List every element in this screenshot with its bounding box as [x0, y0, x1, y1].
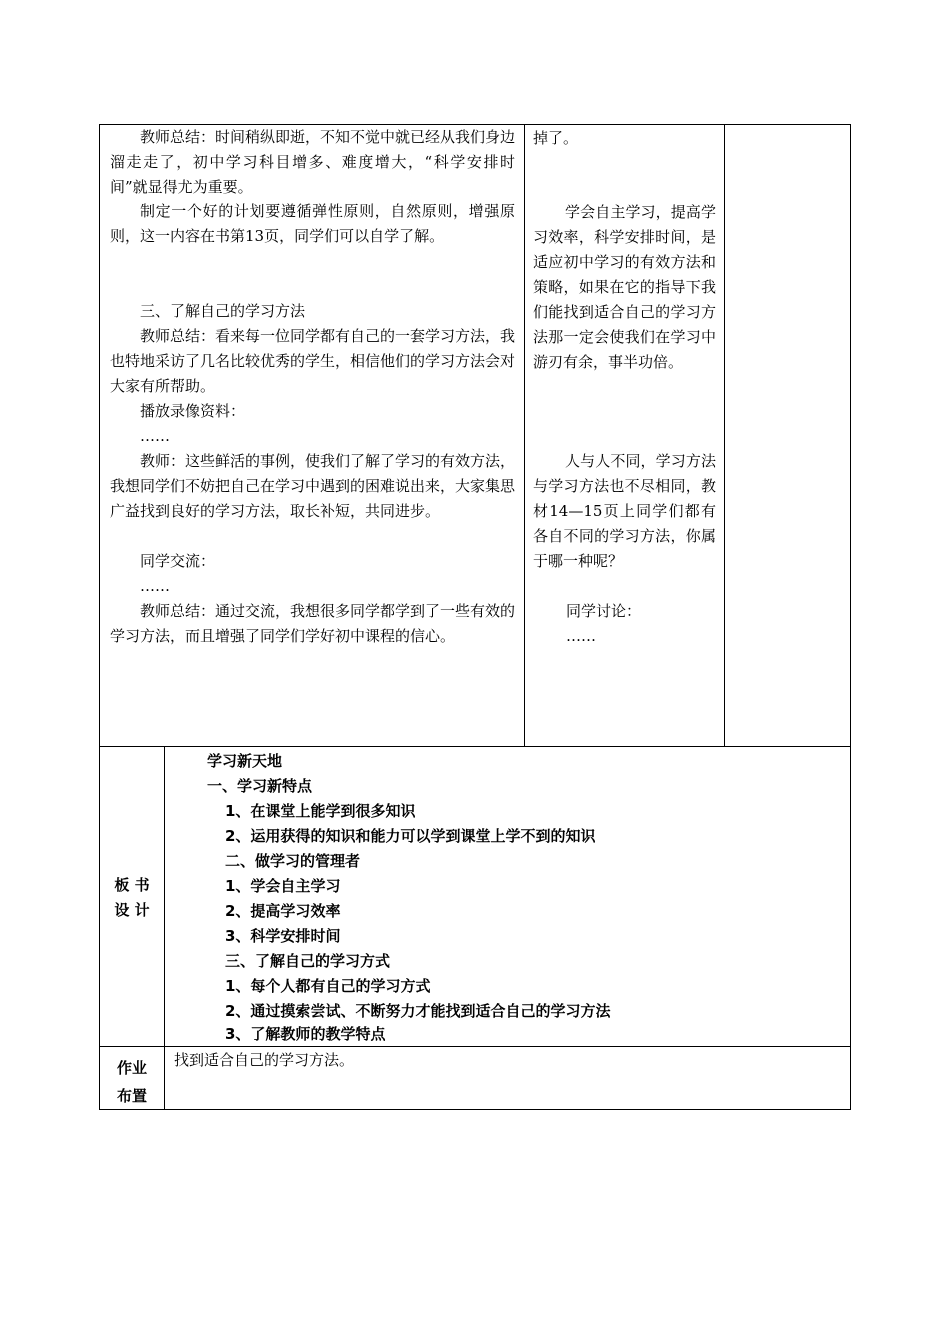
board-line: 学习新天地: [207, 752, 283, 770]
board-line: 1、学会自主学习: [225, 877, 341, 895]
table-bottom-border: [99, 1109, 851, 1110]
left-para-9: 教师总结：通过交流，我想很多同学都学到了一些有效的学习方法，而且增强了同学们学好初中课程的信心。: [110, 602, 516, 645]
board-line: 三、了解自己的学习方式: [225, 952, 391, 970]
mid-para-3: 人与人不同，学习方法与学习方法也不尽相同，教材14—15页上同学们都有各自不同的学习方法，你属于哪一种呢？: [533, 452, 716, 570]
left-para-1: 教师总结：时间稍纵即逝，不知不觉中就已经从我们身边溜走走了，初中学习科目增多、难度增大，“科学安排时间”就显得尤为重要。: [110, 128, 516, 196]
board-line: 2、通过摸索尝试、不断努力才能找到适合自己的学习方法: [225, 1002, 611, 1020]
mid-para-4: 同学讨论：: [566, 602, 642, 620]
homework-label: [100, 1054, 164, 1110]
board-line: 1、每个人都有自己的学习方式: [225, 977, 431, 995]
left-para-7: 同学交流：: [140, 552, 216, 570]
board-line: 2、运用获得的知识和能力可以学到课堂上学不到的知识: [225, 827, 596, 845]
board-line: 二、做学习的管理者: [225, 852, 361, 870]
left-para-2: 制定一个好的计划要遵循弹性原则，自然原则，增强原则，这一内容在书第13页，同学们可以自学了解。: [110, 202, 515, 245]
row-divider-2: [99, 1046, 851, 1047]
left-ellipsis-2: ……: [140, 577, 170, 595]
section-heading-3: 三、了解自己的学习方法: [140, 302, 306, 320]
left-para-4: 播放录像资料：: [140, 402, 246, 420]
homework-label-line-1: 作业: [116, 1059, 147, 1077]
homework-content: 找到适合自己的学习方法。: [174, 1051, 355, 1069]
mid-para-2: 学会自主学习，提高学习效率，科学安排时间，是适应初中学习的有效方法和策略，如果在它的指导下我们能找到适合自己的学习方法那一定会使我们在学习中游刃有余，事半功倍。: [533, 203, 716, 371]
mid-ellipsis: ……: [566, 627, 596, 645]
left-ellipsis-1: ……: [140, 427, 170, 445]
board-line: 3、了解教师的教学特点: [225, 1025, 386, 1043]
table-right-border: [850, 124, 851, 1110]
board-line: 1、在课堂上能学到很多知识: [225, 802, 416, 820]
board-label-line-1: 板 书: [114, 876, 150, 894]
board-line: 2、提高学习效率: [225, 902, 341, 920]
homework-label-line-2: 布置: [116, 1087, 147, 1105]
board-label-line-2: 设 计: [114, 901, 150, 919]
row-divider-1: [99, 746, 851, 747]
label-col-divider: [164, 746, 165, 1110]
board-line: 一、学习新特点: [207, 777, 313, 795]
mid-para-1: 掉了。: [533, 129, 579, 147]
board-line: 3、科学安排时间: [225, 927, 341, 945]
left-para-3: 教师总结：看来每一位同学都有自己的一套学习方法，我也特地采访了几名比较优秀的学生，相信他们的学习方法会对大家有所帮助。: [110, 327, 516, 395]
board-design-label: [100, 873, 164, 923]
table-left-border: [99, 124, 100, 1110]
col-divider-1: [524, 124, 525, 747]
col-divider-2: [724, 124, 725, 747]
left-para-6: 教师：这些鲜活的事例，使我们了解了学习的有效方法，我想同学们不妨把自己在学习中遇到的困难说出来，大家集思广益找到良好的学习方法，取长补短，共同进步。: [110, 452, 516, 520]
